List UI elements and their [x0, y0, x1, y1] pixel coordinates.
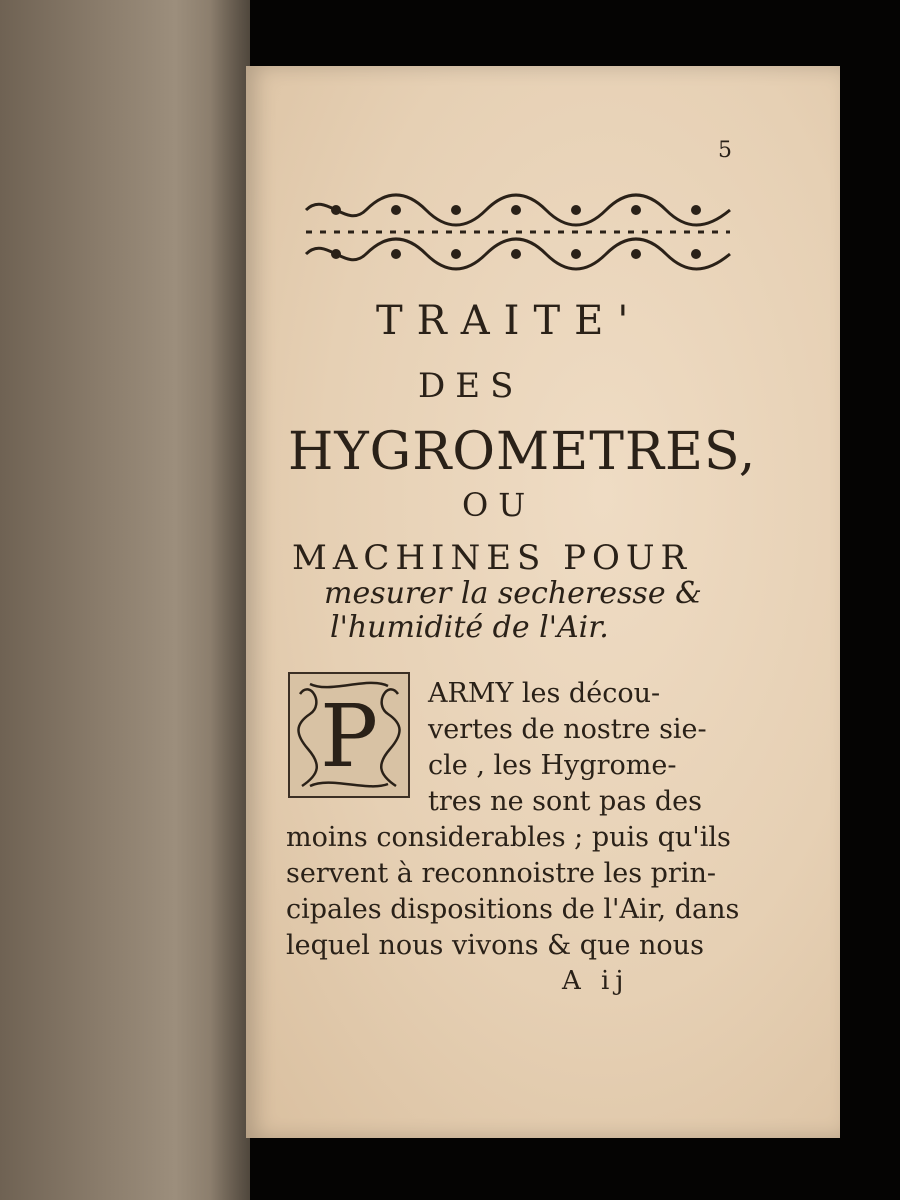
title-ou: OU	[462, 486, 536, 524]
subtitle-line-1: mesurer la secheresse &	[324, 576, 702, 611]
left-page	[0, 0, 250, 1200]
body-line-5: moins considerables ; puis qu'ils	[286, 822, 731, 853]
body-line-1: ARMY les décou-	[428, 678, 661, 709]
decorated-initial-icon	[290, 674, 408, 796]
ornament-band	[302, 186, 734, 278]
body-line-2: vertes de nostre sie-	[428, 714, 707, 745]
body-line-6: servent à reconnoistre les prin-	[286, 858, 716, 889]
title-des: DES	[418, 366, 524, 406]
right-page	[246, 66, 840, 1138]
signature-mark: A ij	[562, 966, 630, 996]
drop-cap	[288, 672, 410, 798]
ornament-icon	[302, 186, 734, 278]
title-traite: TRAITE'	[376, 298, 643, 344]
body-line-7: cipales dispositions de l'Air, dans	[286, 894, 740, 925]
title-machines-pour: MACHINES POUR	[292, 538, 693, 578]
subtitle-line-2: l'humidité de l'Air.	[330, 610, 609, 645]
left-page-gutter-shadow	[210, 0, 250, 1200]
title-hygrometres: HYGROMETRES,	[288, 422, 757, 482]
drop-cap-letter: P	[320, 687, 378, 787]
body-line-8: lequel nous vivons & que nous	[286, 930, 704, 961]
body-line-3: cle , les Hygrome-	[428, 750, 677, 781]
body-line-4: tres ne sont pas des	[428, 786, 702, 817]
page-number: 5	[718, 138, 732, 163]
